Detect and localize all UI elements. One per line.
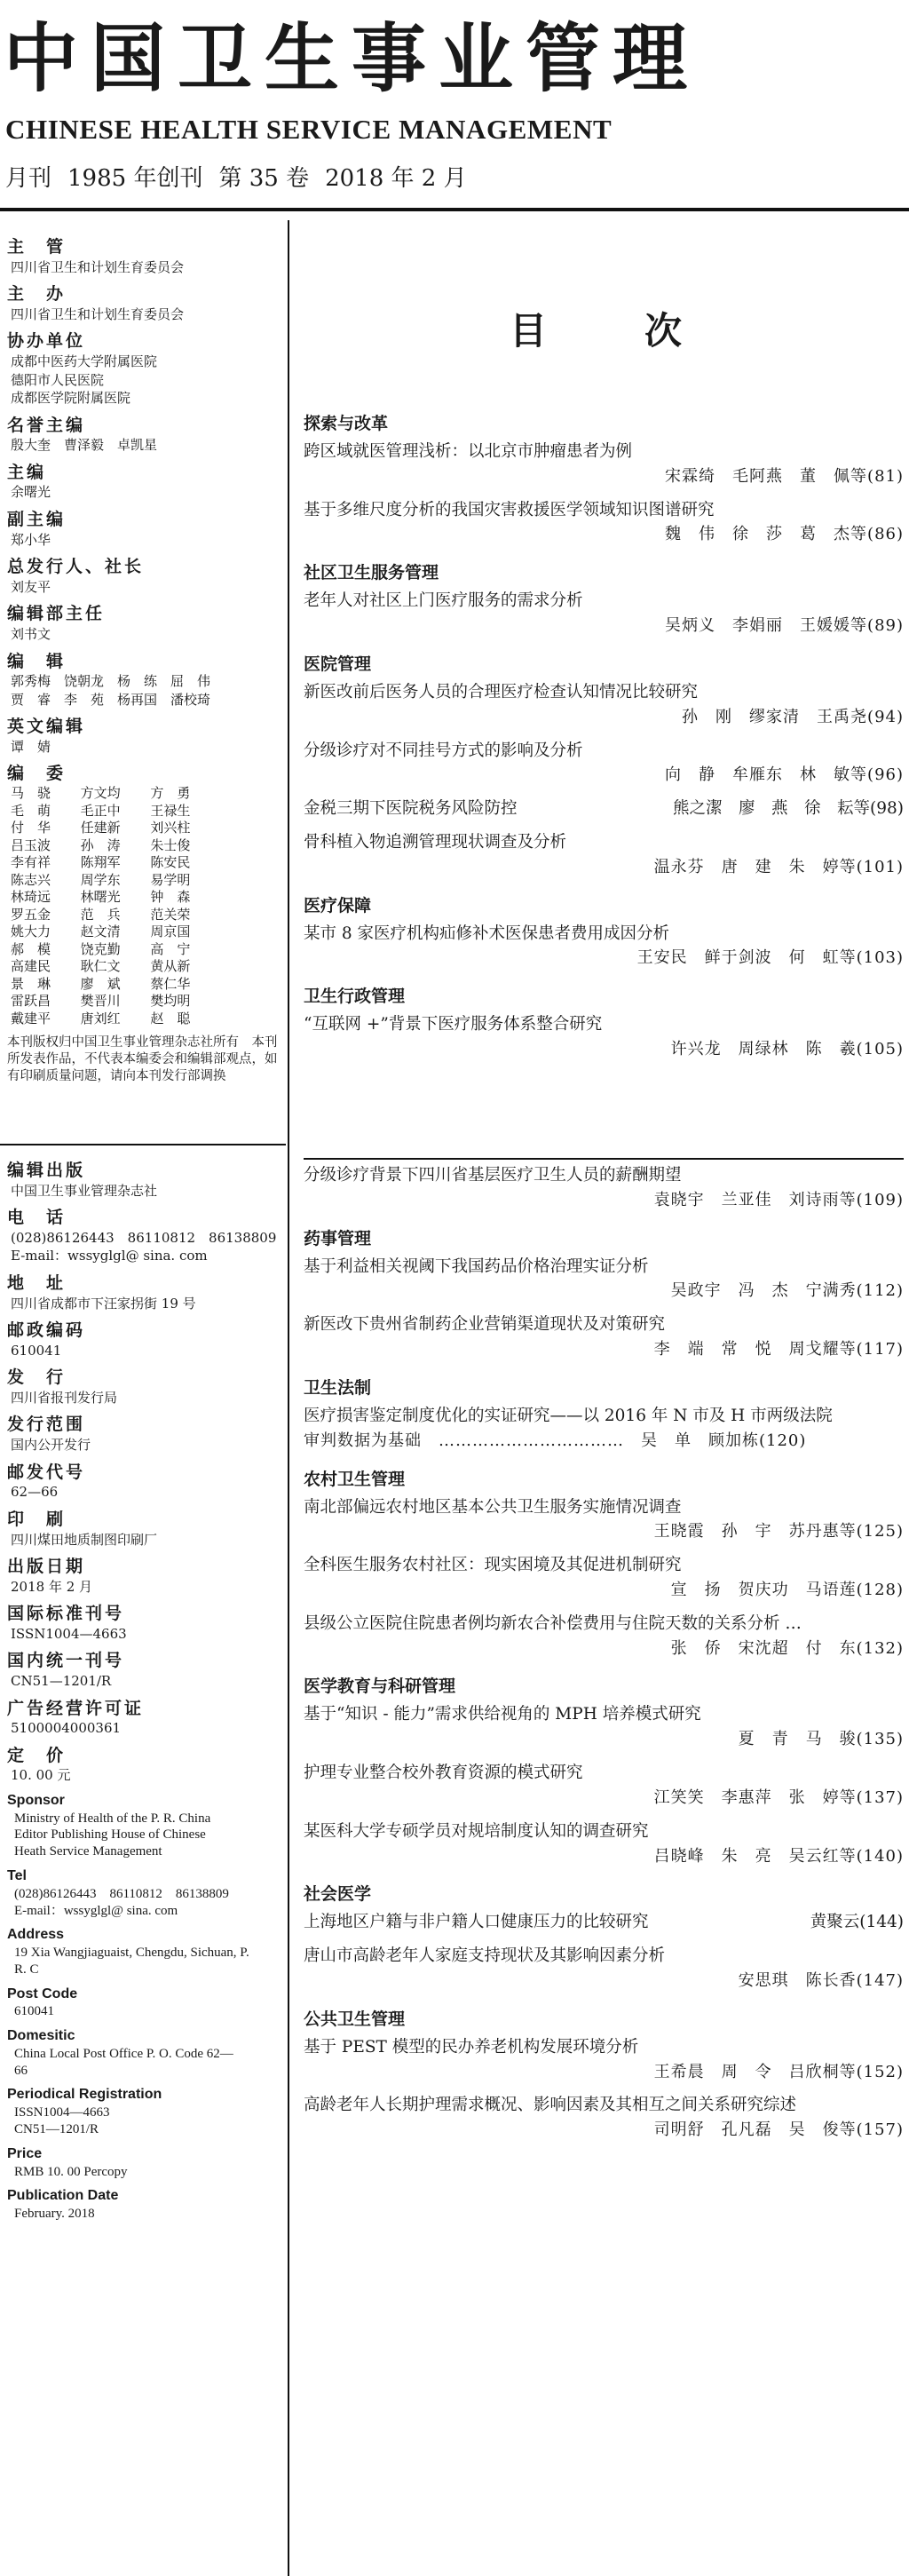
imprint-value: 四川省卫生和计划生育委员会 [11,258,185,275]
committee-grid [7,785,220,1027]
toc-entry-title: 老年人对社区上门医疗服务的需求分析 [304,591,583,611]
imprint-en-label: Periodical Registration [7,2087,162,2103]
committee-member: 郝 模 [11,940,51,957]
toc-entry [304,922,904,971]
imprint-en-value: 66 [14,2063,28,2078]
imprint-label: 出版日期 [7,1557,86,1576]
toc-entry [304,1163,904,1213]
toc-entry-authors: 江笑笑 李惠萍 张 婷等(137) [653,1787,904,1807]
imprint-en-label: Address [7,1927,65,1943]
toc-entry-authors: 许兴龙 周绿林 陈 羲(105) [670,1039,904,1058]
committee-member: 陈志兴 [11,871,51,888]
imprint-label: 发行范围 [7,1415,86,1435]
imprint-label: 地 址 [7,1272,67,1293]
toc-category: 药事管理 [304,1228,372,1248]
toc-upper-section [304,398,904,1071]
toc-category: 社区卫生服务管理 [304,563,439,583]
toc-entry-authors: 吕晓峰 朱 亮 吴云红等(140) [653,1846,904,1866]
imprint-value: 四川省卫生和计划生育委员会 [11,305,185,322]
imprint-value: 5100004000361 [11,1720,122,1737]
toc-entry [304,739,904,789]
toc-entry [304,680,904,730]
journal-title-en: CHINESE HEALTH SERVICE MANAGEMENT [5,114,613,145]
founded-year: 1985 年创刊 [67,165,203,192]
toc-entry [304,1944,904,1993]
toc-entry-authors: 李 端 常 悦 周戈耀等(117) [653,1340,904,1359]
imprint-bottom [7,1153,279,2223]
imprint-label: 印 刷 [7,1509,67,1529]
committee-member: 高建民 [11,958,51,975]
imprint-value: 62—66 [11,1484,59,1501]
toc-entry-title: 基于利益相关视阈下我国药品价格治理实证分析 [304,1256,649,1276]
imprint-en-label: Sponsor [7,1792,65,1808]
toc-entry-title: 医疗损害鉴定制度优化的实证研究——以 2016 年 N 市及 H 市两级法院 [304,1406,833,1425]
imprint-label: 邮政编码 [7,1320,86,1341]
imprint-en-value: CN51—1201/R [14,2121,99,2136]
imprint-label: 主 办 [7,284,67,305]
imprint-label: 国内统一刊号 [7,1651,125,1671]
toc-entry-authors: 温永芬 唐 建 朱 婷等(101) [653,857,904,876]
toc-entry-authors: 王晓霞 孙 宇 苏丹惠等(125) [653,1522,904,1542]
column-divider [288,220,289,2576]
toc-entry [304,1312,904,1362]
imprint-en-label: Tel [7,1867,27,1883]
toc-entry [304,2035,904,2085]
toc-entry-authors: 审判数据为基础 …………………………… 吴 单 顾加栋(120) [304,1431,807,1450]
committee-member: 饶克勤 [80,940,121,957]
imprint-label: 名誉主编 [7,415,86,435]
committee-member: 范 兵 [80,906,121,923]
imprint-label: 总发行人、社长 [7,557,145,577]
committee-member: 姚大力 [11,923,51,940]
imprint-en-label: Price [7,2145,43,2161]
committee-member: 毛 萌 [11,802,51,819]
toc-category: 社会医学 [304,1884,372,1905]
imprint-label: 定 价 [7,1745,67,1765]
toc-entry-title: 分级诊疗背景下四川省基层医疗卫生人员的薪酬期望 [304,1166,682,1185]
committee-member: 蔡仁华 [150,975,191,992]
imprint-label: 编辑出版 [7,1161,86,1180]
toc-entry-authors: 向 静 牟雁东 林 敏等(96) [665,765,904,785]
toc-category: 卫生法制 [304,1377,372,1398]
toc-entry-authors: 司明舒 孔凡磊 吴 俊等(157) [653,2120,904,2140]
toc-entry-authors: 袁晓宇 兰亚佳 刘诗雨等(109) [653,1190,904,1209]
committee-member: 方 勇 [150,785,191,802]
toc-entry [304,1404,904,1454]
toc-entry-title: “互联网 +”背景下医疗服务体系整合研究 [304,1015,603,1034]
committee-member: 林琦远 [11,889,51,906]
toc-entry-authors: 吴炳义 李娟丽 王媛媛等(89) [665,616,904,636]
toc-category: 医疗保障 [304,895,372,915]
committee-member: 毛正中 [80,802,121,819]
committee-member: 周学东 [80,871,121,888]
toc-entry [304,830,904,880]
toc-entry-title: 新医改前后医务人员的合理医疗检查认知情况比较研究 [304,682,699,701]
imprint-en-value: R. C [14,1962,39,1977]
imprint-label: 电 话 [7,1208,67,1228]
committee-member: 高 宁 [150,940,191,957]
committee-member: 黄从新 [150,958,191,975]
imprint-top [7,229,279,1085]
committee-member: 任建新 [80,820,121,836]
toc-entry-authors: 孙 刚 缪家清 王禹尧(94) [682,707,904,726]
imprint-label: 邮发代号 [7,1462,86,1482]
toc-heading: 目次 [510,309,780,353]
toc-entry-title: 某市 8 家医疗机构疝修补术医保患者费用成因分析 [304,923,670,943]
imprint-value: 德阳市人民医院 [11,371,105,388]
toc-entry-title: 基于“知识 - 能力”需求供给视角的 MPH 培养模式研究 [304,1705,701,1724]
imprint-value: 谭 婧 [11,738,51,755]
committee-member: 朱士俊 [150,836,191,853]
toc-entry-authors: 张 侨 宋沈超 付 东(132) [670,1638,904,1658]
toc-category: 探索与改革 [304,414,389,433]
toc-entry-row [304,797,904,821]
toc-entry-title: 分级诊疗对不同挂号方式的影响及分析 [304,741,583,760]
committee-member: 赵文清 [80,923,121,940]
toc-entry [304,1495,904,1545]
imprint-en-value: Heath Service Management [14,1844,162,1859]
toc-entry [304,797,904,821]
toc-entry-title: 县级公立医院住院患者例均新农合补偿费用与住院天数的关系分析 … [304,1613,802,1633]
toc-entry [304,1612,904,1661]
imprint-label: 国际标准刊号 [7,1604,125,1624]
imprint-en-value: 19 Xia Wangjiaguaist, Chengdu, Sichuan, P. [14,1946,249,1961]
volume-number: 第 35 卷 [218,165,310,192]
committee-member: 王禄生 [150,802,191,819]
toc-entry [304,1255,904,1304]
imprint-label: 主编 [7,462,47,482]
imprint-en-value: February. 2018 [14,2207,95,2222]
imprint-label: 编 辑 [7,651,67,671]
toc-entry-title: 全科医生服务农村社区：现实困境及其促进机制研究 [304,1556,682,1575]
toc-entry-authors: 宋霖绮 毛阿燕 董 佩等(81) [665,466,904,486]
committee-member: 耿仁文 [80,958,121,975]
committee-member: 樊晋川 [80,993,121,1010]
imprint-value: 四川省成都市下汪家拐街 19 号 [11,1295,196,1312]
imprint-value: 610041 [11,1342,62,1359]
toc-entry-title: 上海地区户籍与非户籍人口健康压力的比较研究 [304,1913,649,1932]
imprint-value: 郑小华 [11,531,51,548]
copyright-notice: 本刊版权归中国卫生事业管理杂志社所有 本刊所发表作品，不代表本编委会和编辑部观点，如有印刷质量问题，请向本刊发行部调换 [7,1035,278,1084]
toc-entry [304,1012,904,1062]
toc-entry [304,589,904,638]
imprint-value: 中国卫生事业管理杂志社 [11,1182,158,1199]
issue-date: 2018 年 2 月 [325,165,467,192]
committee-member: 付 华 [11,820,51,836]
imprint-value: E-mail：wssyglgl@ sina. com [11,1248,208,1264]
toc-entry-title: 唐山市高龄老年人家庭支持现状及其影响因素分析 [304,1946,666,1966]
toc-entry-title: 基于 PEST 模型的民办养老机构发展环境分析 [304,2037,639,2057]
toc-entry-title: 护理专业整合校外教育资源的模式研究 [304,1764,583,1783]
journal-info-line [5,160,483,193]
toc-entry-title: 新医改下贵州省制药企业营销渠道现状及对策研究 [304,1315,666,1335]
toc-entry-title: 金税三期下医院税务风险防控 [304,799,518,819]
sidebar-divider [0,1144,286,1145]
imprint-value: CN51—1201/R [11,1673,112,1690]
imprint-en-value: RMB 10. 00 Percopy [14,2164,128,2179]
committee-member: 钟 森 [150,889,191,906]
masthead [0,0,909,240]
toc-entry-title: 跨区域就医管理浅析：以北京市肿瘤患者为例 [304,442,633,461]
imprint-value: 刘书文 [11,626,51,642]
publication-frequency: 月刊 [5,165,52,192]
imprint-sidebar [0,220,286,2576]
toc-category: 医院管理 [304,654,372,674]
committee-member: 马 骁 [11,785,51,802]
imprint-value: 成都医学院附属医院 [11,390,131,407]
imprint-en-value: E-mail：wssyglgl@ sina. com [14,1903,178,1918]
committee-member: 陈安民 [150,854,191,871]
committee-member: 刘兴柱 [150,820,191,836]
imprint-label: 副主编 [7,509,67,529]
toc-entry [304,1819,904,1869]
committee-member: 罗五金 [11,906,51,923]
toc-entry [304,2093,904,2143]
imprint-label: 发 行 [7,1367,67,1388]
toc-entry-row [304,1910,904,1935]
toc-entry-title: 骨科植入物追溯管理现状调查及分析 [304,832,567,852]
imprint-label: 广告经营许可证 [7,1698,145,1718]
imprint-value: 郭秀梅 饶朝龙 杨 练 屈 伟 [11,673,211,690]
imprint-en-value: (028)86126443 86110812 86138809 [14,1886,229,1901]
imprint-label: 英文编辑 [7,717,86,737]
committee-member: 陈翔军 [80,854,121,871]
imprint-value: (028)86126443 86110812 86138809 [11,1229,277,1246]
committee-member: 樊均明 [150,993,191,1010]
committee-member: 方文均 [80,785,121,802]
toc-entry-authors: 熊之潔 廖 燕 徐 耘等(98) [673,799,904,819]
imprint-en-value: China Local Post Office P. O. Code 62— [14,2046,233,2061]
toc-entry-title: 南北部偏远农村地区基本公共卫生服务实施情况调查 [304,1497,682,1517]
toc-entry-title: 基于多维尺度分析的我国灾害救援医学领域知识图谱研究 [304,500,715,519]
toc-entry-authors: 夏 青 马 骏(135) [738,1730,904,1749]
committee-label: 编 委 [7,764,67,784]
committee-member: 唐刘红 [80,1010,121,1026]
toc-entry-authors: 魏 伟 徐 莎 葛 杰等(86) [665,525,904,544]
imprint-en-value: ISSN1004—4663 [14,2105,110,2120]
imprint-en-label: Domesitic [7,2028,75,2044]
committee-member: 李有祥 [11,854,51,871]
imprint-label: 协办单位 [7,331,86,352]
toc-entry-title: 某医科大学专硕学员对规培制度认知的调查研究 [304,1821,649,1841]
toc-category: 公共卫生管理 [304,2009,406,2029]
committee-member: 易学明 [150,871,191,888]
imprint-label: 编辑部主任 [7,604,106,624]
imprint-value: 余曙光 [11,484,51,501]
imprint-value: ISSN1004—4663 [11,1625,127,1642]
committee-member: 廖 斌 [80,975,121,992]
committee-member: 赵 聪 [150,1010,191,1026]
toc-entry-authors: 安思琪 陈长香(147) [738,1970,904,1990]
toc-entry [304,1761,904,1811]
masthead-rule [0,208,909,211]
imprint-value: 国内公开发行 [11,1437,91,1454]
toc-entry-authors: 王希晨 周 令 吕欣桐等(152) [653,2062,904,2081]
imprint-en-value: 610041 [14,2004,54,2019]
toc-entry-authors: 黄聚云(144) [810,1913,904,1932]
toc-entry-authors: 宣 扬 贺庆功 马语莲(128) [670,1580,904,1599]
imprint-en-label: Post Code [7,1986,78,2001]
toc-entry-title: 高龄老年人长期护理需求概况、影响因素及其相互之间关系研究综述 [304,2096,797,2115]
committee-member: 范关荣 [150,906,191,923]
toc-category: 卫生行政管理 [304,987,406,1007]
committee-member: 林曙光 [80,889,121,906]
toc-divider [304,1158,904,1160]
toc-entry [304,498,904,548]
imprint-value: 2018 年 2 月 [11,1578,93,1595]
toc-entry [304,440,904,489]
toc-category: 农村卫生管理 [304,1469,406,1489]
imprint-value: 殷大奎 曹泽毅 卓凯星 [11,437,158,454]
committee-member: 戴建平 [11,1010,51,1026]
committee-member: 周京国 [150,923,191,940]
toc-entry [304,1553,904,1603]
toc-entry [304,1910,904,1935]
imprint-en-label: Publication Date [7,2188,119,2204]
committee-member: 景 琳 [11,975,51,992]
toc-entry [304,1702,904,1752]
imprint-value: 四川省报刊发行局 [11,1389,118,1406]
table-of-contents [304,220,904,2576]
imprint-en-value: Ministry of Health of the P. R. China [14,1811,211,1826]
imprint-value: 四川煤田地质制图印刷厂 [11,1531,158,1548]
toc-category: 医学教育与科研管理 [304,1676,456,1697]
imprint-value: 刘友平 [11,578,51,595]
committee-member: 孙 涛 [80,836,121,853]
toc-entry-authors: 吴政宇 冯 杰 宁满秀(112) [670,1281,904,1301]
committee-member: 雷跃昌 [11,993,51,1010]
imprint-value: 10. 00 元 [11,1767,71,1784]
toc-lower-section [304,1163,904,2152]
imprint-label: 主 管 [7,237,67,257]
imprint-value: 成都中医药大学附属医院 [11,353,158,370]
imprint-en-value: Editor Publishing House of Chinese [14,1827,206,1843]
toc-entry-authors: 王安民 鲜于剑波 何 虹等(103) [636,948,904,968]
journal-title-cn: 中国卫生事业管理 [4,15,700,102]
committee-member: 吕玉波 [11,836,51,853]
imprint-value: 贾 睿 李 苑 杨再国 潘校琦 [11,691,211,708]
